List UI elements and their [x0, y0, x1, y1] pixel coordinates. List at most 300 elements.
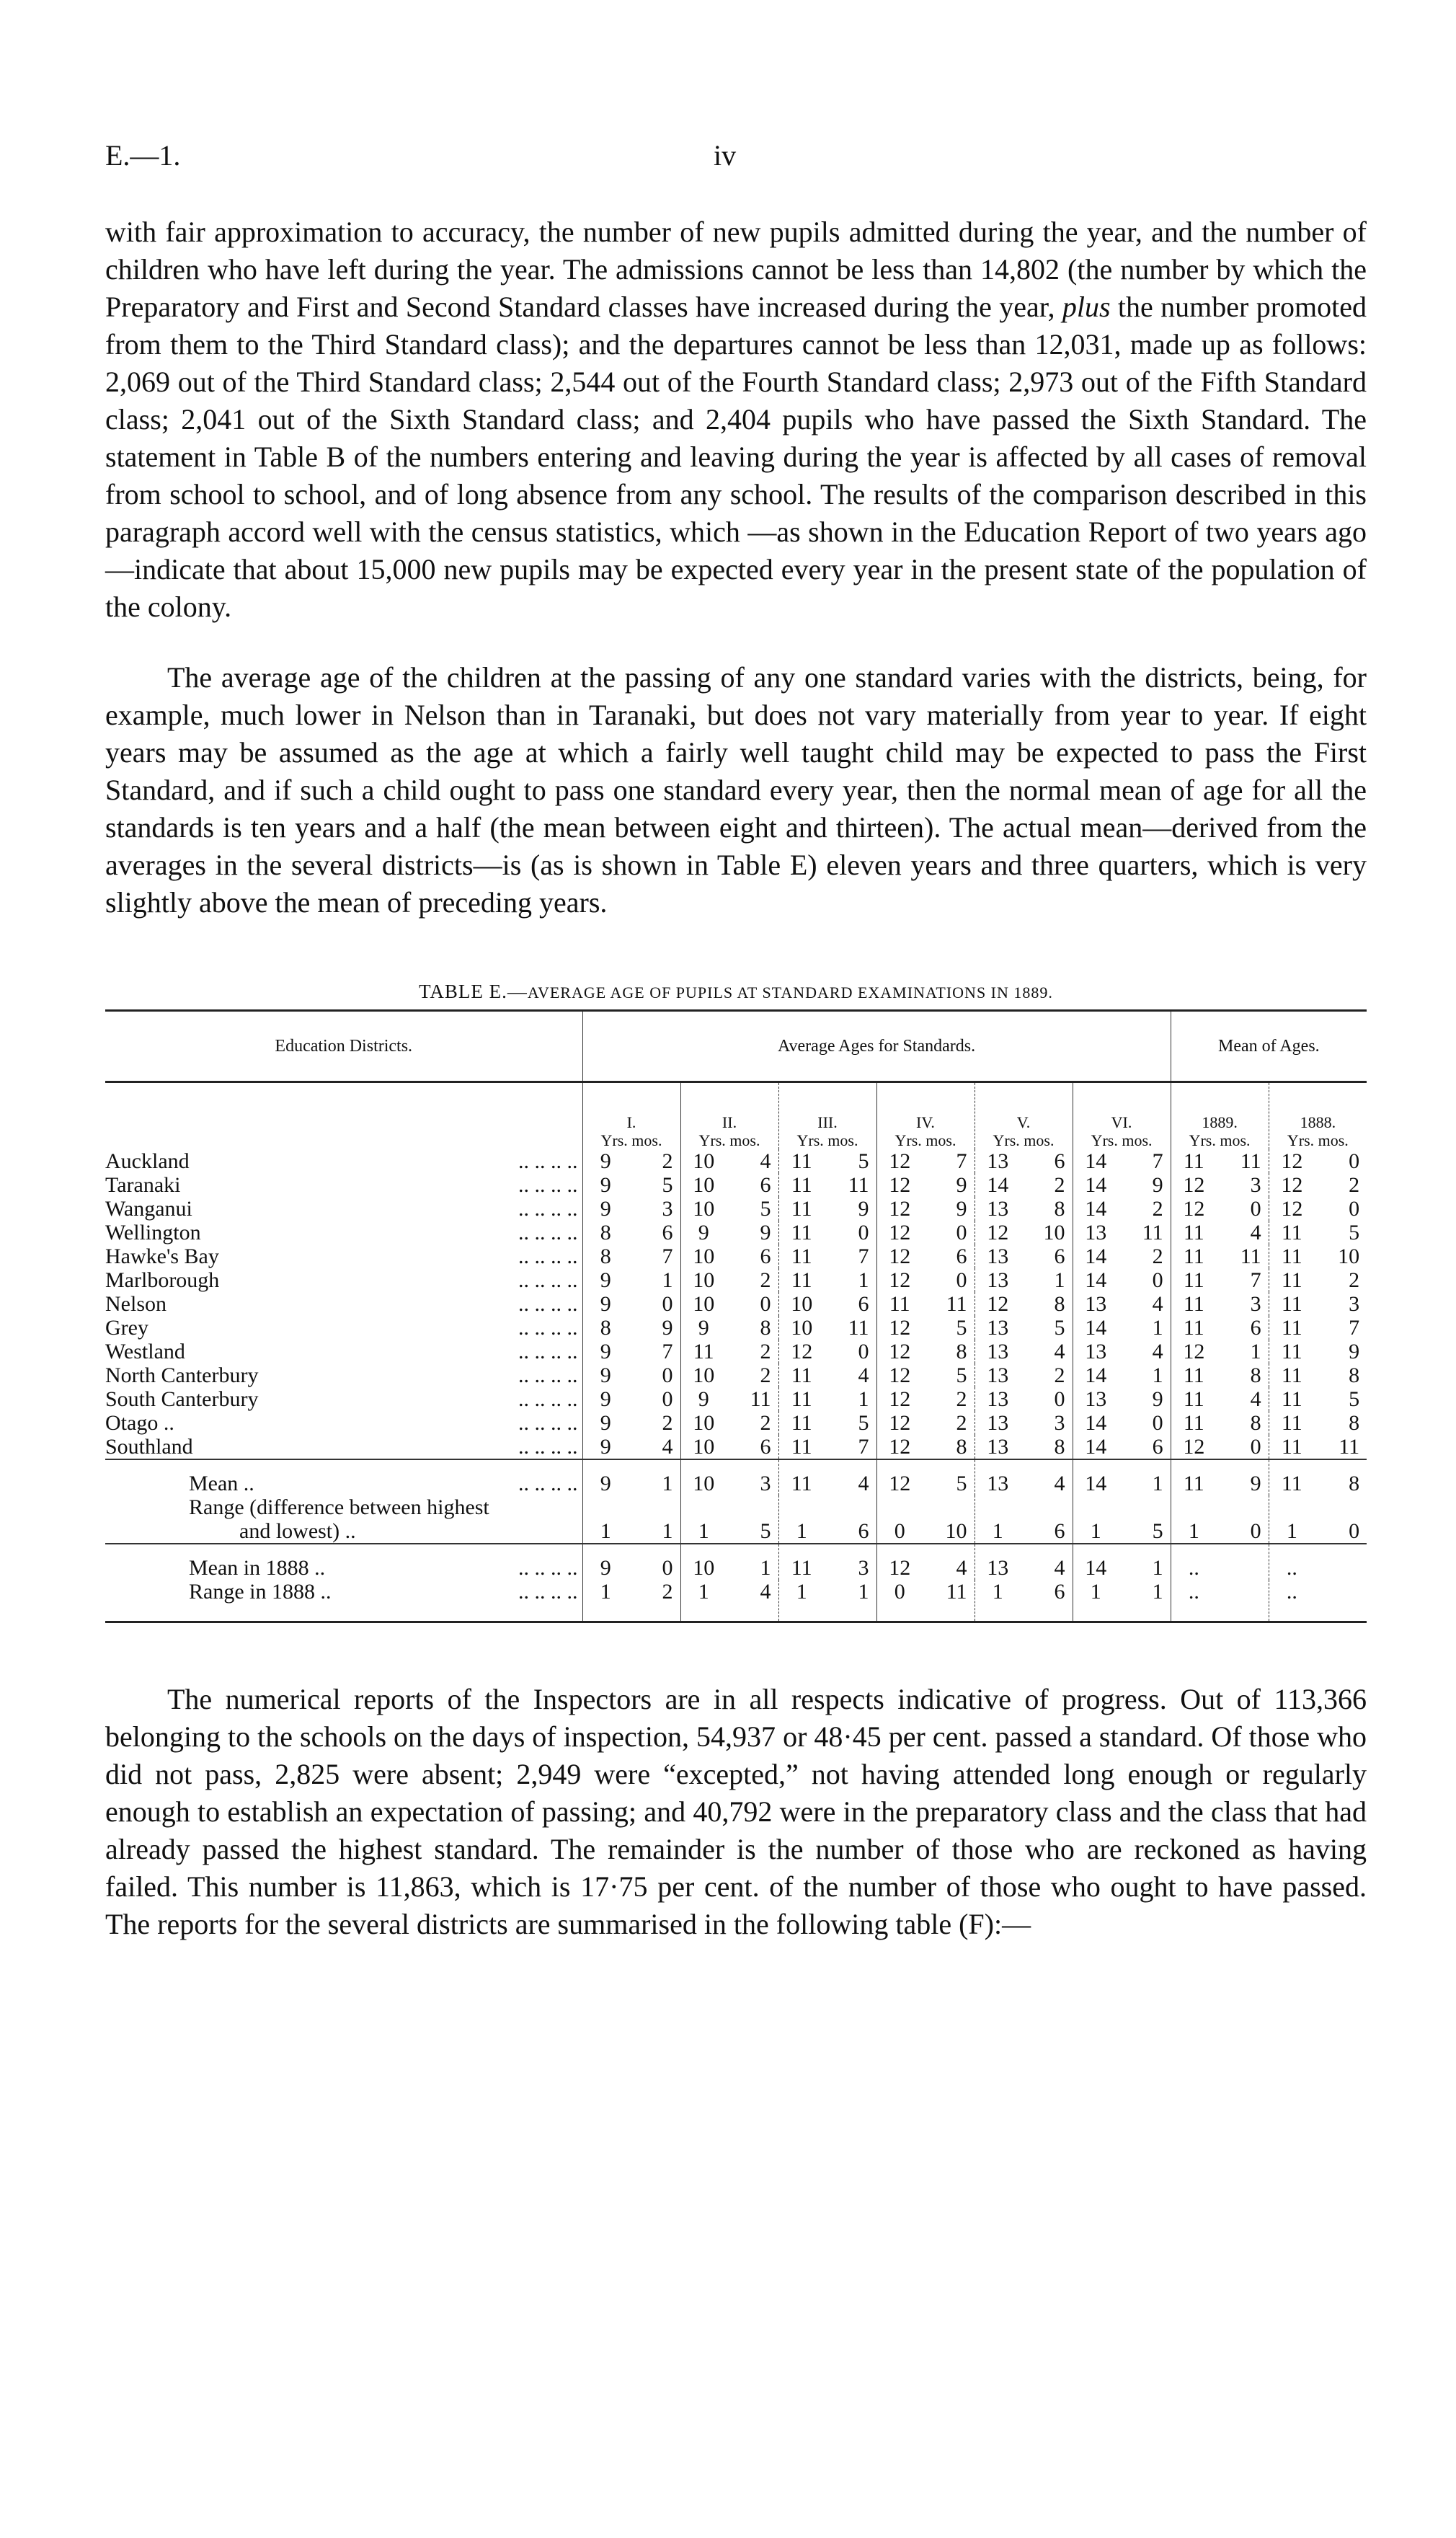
column-header-1 [582, 1082, 680, 1150]
months-cell: 5 [1152, 1519, 1163, 1543]
column-label: VI. [1111, 1113, 1132, 1131]
blank-header [105, 1082, 582, 1150]
years-cell: 13 [975, 1459, 1024, 1495]
header-standards: Average Ages for Standards. [582, 1011, 1171, 1082]
months-cell: 4 [1250, 1387, 1261, 1411]
years-cell: 11 [1171, 1316, 1220, 1340]
years-cell: 11 [680, 1340, 729, 1363]
months-cell: 9 [858, 1197, 869, 1221]
months-cell: 7 [662, 1340, 673, 1363]
months-cell: 2 [1054, 1363, 1065, 1387]
months-cell: 0 [1349, 1197, 1360, 1221]
column-label: III. [817, 1113, 838, 1131]
leader-dots: .. .. .. .. [518, 1244, 578, 1268]
years-cell: 11 [778, 1268, 827, 1292]
column-label: II. [722, 1113, 737, 1131]
months-cell: 8 [956, 1340, 967, 1363]
years-cell: 11 [1171, 1387, 1220, 1411]
district-name [105, 1292, 582, 1316]
years-cell: 8 [582, 1221, 631, 1244]
months-cell: 7 [1349, 1316, 1360, 1340]
months-cell: 3 [662, 1197, 673, 1221]
months-cell: 6 [1054, 1149, 1065, 1173]
years-cell: 11 [1269, 1268, 1318, 1292]
years-cell: 13 [975, 1316, 1024, 1340]
years-cell: 12 [1171, 1197, 1220, 1221]
column-header-2 [680, 1082, 778, 1150]
months-cell: 10 [1043, 1221, 1065, 1244]
months-cell: 11 [1339, 1435, 1360, 1459]
table-title-label: TABLE E.— [419, 981, 528, 1002]
months-cell: 0 [631, 1544, 680, 1580]
years-cell: 12 [975, 1221, 1024, 1244]
months-cell: 5 [925, 1459, 975, 1495]
months-cell: 6 [662, 1221, 673, 1244]
months-cell: 6 [760, 1435, 771, 1459]
months-cell: 8 [760, 1316, 771, 1340]
months-cell: 8 [1349, 1363, 1360, 1387]
months-cell: 5 [1054, 1316, 1065, 1340]
years-cell: .. [1171, 1580, 1220, 1622]
months-cell [1220, 1544, 1269, 1580]
months-cell [1220, 1580, 1269, 1622]
months-cell: 11 [946, 1292, 967, 1316]
leader-dots: .. .. .. .. [518, 1363, 578, 1387]
district-name [105, 1244, 582, 1268]
row-label: Mean .. [189, 1472, 254, 1495]
years-cell: .. [1269, 1544, 1318, 1580]
emphasis-text: plus [1062, 291, 1111, 323]
years-cell: 1 [680, 1495, 729, 1544]
district-name [105, 1173, 582, 1197]
months-cell: 3 [729, 1459, 778, 1495]
months-cell: 6 [1024, 1580, 1073, 1622]
months-cell: 8 [1054, 1292, 1065, 1316]
months-cell: 0 [1152, 1411, 1163, 1435]
months-cell: 5 [760, 1519, 771, 1543]
months-cell: 0 [858, 1221, 869, 1244]
months-cell: 3 [1054, 1411, 1065, 1435]
years-cell: 11 [778, 1173, 827, 1197]
years-cell: 12 [876, 1244, 925, 1268]
years-cell: .. [1171, 1544, 1220, 1580]
years-cell: 14 [975, 1173, 1024, 1197]
column-header-7 [1171, 1082, 1269, 1150]
years-cell: 11 [1171, 1411, 1220, 1435]
months-cell: 4 [1024, 1544, 1073, 1580]
months-cell: 2 [1152, 1197, 1163, 1221]
months-cell: 4 [858, 1363, 869, 1387]
years-cell: 12 [1269, 1197, 1318, 1221]
header-mean-of-ages: Mean of Ages. [1171, 1011, 1367, 1082]
table-row [105, 1244, 1367, 1268]
table-row [105, 1411, 1367, 1435]
months-cell: 0 [1349, 1149, 1360, 1173]
row-label: Hawke's Bay [105, 1244, 219, 1268]
months-cell: 2 [1349, 1173, 1360, 1197]
years-cell: 11 [1269, 1221, 1318, 1244]
months-cell: 1 [858, 1387, 869, 1411]
years-cell: 9 [582, 1387, 631, 1411]
months-cell: 10 [945, 1519, 967, 1543]
years-cell: 1 [778, 1580, 827, 1622]
months-cell: 0 [956, 1268, 967, 1292]
column-label: V. [1016, 1113, 1031, 1131]
district-name [105, 1197, 582, 1221]
months-cell: 1 [1122, 1544, 1171, 1580]
months-cell: 4 [925, 1544, 975, 1580]
years-cell: 11 [1171, 1244, 1220, 1268]
months-cell: 4 [827, 1459, 876, 1495]
table-row [105, 1221, 1367, 1244]
months-cell: 6 [1152, 1435, 1163, 1459]
months-cell: 2 [956, 1411, 967, 1435]
months-cell: 7 [662, 1244, 673, 1268]
leader-dots: .. .. .. .. [518, 1316, 578, 1340]
months-cell: 9 [662, 1316, 673, 1340]
district-name [105, 1495, 582, 1544]
leader-dots: .. .. .. .. [518, 1435, 578, 1459]
months-cell [1318, 1580, 1367, 1622]
years-cell: 9 [582, 1197, 631, 1221]
header-districts: Education Districts. [105, 1011, 582, 1082]
years-cell: 10 [680, 1544, 729, 1580]
months-cell: 2 [1054, 1173, 1065, 1197]
years-cell: 13 [975, 1149, 1024, 1173]
years-cell: 12 [1171, 1340, 1220, 1363]
months-cell: 9 [760, 1221, 771, 1244]
years-cell: 14 [1073, 1363, 1122, 1387]
column-label: I. [626, 1113, 636, 1131]
district-name [105, 1411, 582, 1435]
months-cell: 2 [662, 1411, 673, 1435]
months-cell: 4 [1152, 1292, 1163, 1316]
row-label: Taranaki [105, 1173, 181, 1197]
years-cell: 14 [1073, 1411, 1122, 1435]
years-cell: 12 [876, 1221, 925, 1244]
months-cell: 8 [1054, 1435, 1065, 1459]
months-cell: 4 [1024, 1459, 1073, 1495]
years-cell: 10 [680, 1173, 729, 1197]
years-cell: 9 [582, 1411, 631, 1435]
years-cell: 10 [680, 1363, 729, 1387]
months-cell: 1 [631, 1459, 680, 1495]
column-unit: Yrs. mos. [1091, 1131, 1153, 1149]
months-cell: 2 [956, 1387, 967, 1411]
table-row [105, 1268, 1367, 1292]
months-cell: 2 [760, 1340, 771, 1363]
years-cell: 14 [1073, 1197, 1122, 1221]
district-name [105, 1363, 582, 1387]
years-cell: 1 [975, 1580, 1024, 1622]
years-cell: .. [1269, 1580, 1318, 1622]
years-cell: 11 [778, 1244, 827, 1268]
years-cell: 12 [876, 1197, 925, 1221]
years-cell: 9 [680, 1316, 729, 1340]
years-cell: 12 [1171, 1435, 1220, 1459]
years-cell: 10 [680, 1459, 729, 1495]
months-cell: 1 [729, 1544, 778, 1580]
months-cell: 9 [1152, 1173, 1163, 1197]
column-unit: Yrs. mos. [600, 1131, 662, 1149]
months-cell: 5 [662, 1173, 673, 1197]
leader-dots: .. .. .. .. [518, 1387, 578, 1411]
table-title [105, 979, 1367, 1005]
table-row [105, 1435, 1367, 1459]
column-header-3 [778, 1082, 876, 1150]
months-cell: 0 [1349, 1519, 1360, 1543]
months-cell: 1 [1152, 1316, 1163, 1340]
years-cell: 11 [1171, 1363, 1220, 1387]
months-cell: 5 [1349, 1387, 1360, 1411]
months-cell: 1 [1152, 1363, 1163, 1387]
years-cell: 10 [680, 1268, 729, 1292]
years-cell: 13 [975, 1544, 1024, 1580]
months-cell: 8 [1054, 1197, 1065, 1221]
average-age-table [105, 1009, 1367, 1623]
column-unit: Yrs. mos. [698, 1131, 760, 1149]
row-label: Southland [105, 1435, 193, 1459]
row-label: Otago .. [105, 1411, 174, 1435]
leader-dots: .. .. .. .. [518, 1292, 578, 1316]
years-cell: 11 [778, 1197, 827, 1221]
table-row [105, 1173, 1367, 1197]
months-cell: 6 [956, 1244, 967, 1268]
years-cell: 9 [680, 1387, 729, 1411]
years-cell: 10 [680, 1411, 729, 1435]
months-cell: 0 [956, 1221, 967, 1244]
table-title-text: AVERAGE AGE OF PUPILS AT STANDARD EXAMINATIONS IN 1889. [527, 983, 1053, 1002]
months-cell: 0 [760, 1292, 771, 1316]
years-cell: 10 [680, 1244, 729, 1268]
months-cell: 2 [760, 1363, 771, 1387]
months-cell: 2 [1152, 1244, 1163, 1268]
years-cell: 9 [582, 1544, 631, 1580]
months-cell: 0 [662, 1387, 673, 1411]
months-cell: 0 [1152, 1268, 1163, 1292]
years-cell: 1 [778, 1495, 827, 1544]
years-cell: 13 [1073, 1221, 1122, 1244]
leader-dots: .. .. .. .. [518, 1173, 578, 1197]
months-cell: 5 [760, 1197, 771, 1221]
leader-dots: .. .. .. .. [518, 1149, 578, 1173]
years-cell: 9 [582, 1340, 631, 1363]
years-cell: 1 [680, 1580, 729, 1622]
years-cell: 12 [876, 1411, 925, 1435]
years-cell: 11 [1171, 1149, 1220, 1173]
months-cell: 6 [1250, 1316, 1261, 1340]
years-cell: 9 [582, 1173, 631, 1197]
months-cell: 1 [858, 1268, 869, 1292]
months-cell: 3 [827, 1544, 876, 1580]
years-cell: 13 [975, 1363, 1024, 1387]
district-name [105, 1316, 582, 1340]
months-cell [1318, 1544, 1367, 1580]
months-cell: 1 [662, 1519, 673, 1543]
table-row [105, 1149, 1367, 1173]
months-cell: 1 [662, 1268, 673, 1292]
months-cell: 2 [1349, 1268, 1360, 1292]
months-cell: 4 [760, 1149, 771, 1173]
column-label: 1889. [1202, 1113, 1238, 1131]
row-label-continued: and lowest) .. [239, 1519, 356, 1543]
column-unit: Yrs. mos. [1189, 1131, 1251, 1149]
page-number: iv [714, 139, 737, 172]
years-cell: 12 [1269, 1149, 1318, 1173]
table-row [105, 1580, 1367, 1622]
months-cell: 11 [848, 1173, 869, 1197]
district-name [105, 1340, 582, 1363]
months-cell: 2 [760, 1268, 771, 1292]
table-row [105, 1363, 1367, 1387]
table-row [105, 1197, 1367, 1221]
years-cell: 12 [876, 1544, 925, 1580]
column-unit: Yrs. mos. [1287, 1131, 1349, 1149]
months-cell: 5 [1349, 1221, 1360, 1244]
district-name [105, 1221, 582, 1244]
months-cell: 0 [1054, 1387, 1065, 1411]
years-cell: 13 [975, 1435, 1024, 1459]
months-cell: 5 [956, 1363, 967, 1387]
years-cell: 9 [582, 1459, 631, 1495]
months-cell: 8 [1349, 1411, 1360, 1435]
document-reference: E.—1. [105, 139, 181, 172]
years-cell: 12 [876, 1316, 925, 1340]
months-cell: 9 [956, 1197, 967, 1221]
years-cell: 13 [1073, 1340, 1122, 1363]
months-cell: 7 [858, 1435, 869, 1459]
months-cell: 6 [1054, 1519, 1065, 1543]
years-cell: 14 [1073, 1435, 1122, 1459]
years-cell: 13 [975, 1411, 1024, 1435]
years-cell: 8 [582, 1244, 631, 1268]
column-label: IV. [916, 1113, 935, 1131]
years-cell: 11 [1269, 1459, 1318, 1495]
years-cell: 13 [1073, 1387, 1122, 1411]
months-cell: 11 [750, 1387, 771, 1411]
years-cell: 11 [1269, 1244, 1318, 1268]
months-cell: 7 [956, 1149, 967, 1173]
row-label: Range in 1888 .. [189, 1580, 332, 1604]
months-cell: 11 [925, 1580, 975, 1622]
months-cell: 2 [760, 1411, 771, 1435]
row-label: Marlborough [105, 1268, 220, 1292]
table-row [105, 1316, 1367, 1340]
column-header-6 [1073, 1082, 1171, 1150]
years-cell: 11 [1269, 1363, 1318, 1387]
months-cell: 6 [858, 1292, 869, 1316]
years-cell: 0 [876, 1580, 925, 1622]
months-cell: 8 [1250, 1411, 1261, 1435]
years-cell: 12 [1269, 1173, 1318, 1197]
table-row [105, 1292, 1367, 1316]
years-cell: 10 [680, 1435, 729, 1459]
years-cell: 11 [1269, 1340, 1318, 1363]
row-label: Range (difference between highest [189, 1495, 489, 1519]
row-label: Grey [105, 1316, 148, 1340]
months-cell: 0 [1250, 1197, 1261, 1221]
months-cell: 4 [729, 1580, 778, 1622]
years-cell: 12 [876, 1363, 925, 1387]
years-cell: 11 [778, 1435, 827, 1459]
years-cell: 10 [680, 1197, 729, 1221]
months-cell: 10 [1338, 1244, 1360, 1268]
paragraph-inspectors-reports [105, 1681, 1367, 1943]
years-cell: 14 [1073, 1268, 1122, 1292]
years-cell: 11 [778, 1149, 827, 1173]
months-cell: 5 [858, 1411, 869, 1435]
months-cell: 11 [848, 1316, 869, 1340]
months-cell: 6 [1054, 1244, 1065, 1268]
leader-dots: .. .. .. .. [518, 1221, 578, 1244]
district-name [105, 1459, 582, 1495]
months-cell: 9 [1349, 1340, 1360, 1363]
years-cell: 11 [1171, 1268, 1220, 1292]
years-cell: 10 [778, 1316, 827, 1340]
years-cell: 12 [876, 1268, 925, 1292]
months-cell: 6 [760, 1173, 771, 1197]
column-header-4 [876, 1082, 975, 1150]
column-unit: Yrs. mos. [895, 1131, 956, 1149]
years-cell: 12 [876, 1459, 925, 1495]
leader-dots: .. .. .. .. [518, 1556, 578, 1580]
years-cell: 13 [1073, 1292, 1122, 1316]
row-label: Auckland [105, 1149, 190, 1173]
months-cell: 4 [662, 1435, 673, 1459]
district-name [105, 1435, 582, 1459]
paragraph-text: the number promoted from them to the Third Standard class); and the departures cannot be less than 12,031, made up as follows: 2,069 out of the Third Standard class; 2,544 out of the Fourth Standard class; 2,973 out of the Fifth Standard class; 2,041 out of the Sixth Standard class; and 2,404 pupils who have passed the Sixth Standard. The statement in Table B of the numbers entering and leaving during the year is affected by all cases of removal from school to school, and of long absence from any school. The results of the comparison described in this paragraph accord well with the census statistics, which —as shown in the Education Report of two years ago—indicate that about 15,000 new pupils may be expected every year in the present state of the population of the colony. [105, 291, 1367, 623]
column-header-8 [1269, 1082, 1367, 1150]
column-header-5 [975, 1082, 1073, 1150]
paragraph-text: The numerical reports of the Inspectors are in all respects indicative of progress. Out of 113,366 belonging to the schools on the days of inspection, 54,937 or 48·45 per cent. passed a standard. Of those who did not pass, 2,825 were absent; 2,949 were “excepted,” not having attended long enough or regularly enough to establish an expectation of passing; and 40,792 were in the preparatory class and the class that had already passed the highest standard. The remainder is the number of those who are reckoned as having failed. This number is 11,863, which is 17·75 per cent. of the number of those who ought to have passed. The reports for the several districts are summarised in the following table (F):— [105, 1683, 1367, 1940]
years-cell: 12 [1171, 1173, 1220, 1197]
months-cell: 1 [1250, 1340, 1261, 1363]
months-cell: 0 [662, 1292, 673, 1316]
months-cell: 4 [1250, 1221, 1261, 1244]
years-cell: 1 [582, 1580, 631, 1622]
years-cell: 1 [1073, 1495, 1122, 1544]
years-cell: 11 [1171, 1221, 1220, 1244]
paragraph-text: with fair approximation to accuracy, the number of new pupils admitted during the year, and the number of children who have left during the year. The admissions cannot be less than 14,802 (the number by which the Preparatory and First and Second Standard classes have increased during the year, [105, 216, 1367, 323]
years-cell: 11 [1269, 1411, 1318, 1435]
row-label: Westland [105, 1340, 185, 1363]
column-unit: Yrs. mos. [993, 1131, 1055, 1149]
years-cell: 11 [778, 1387, 827, 1411]
row-label: Mean in 1888 .. [189, 1556, 326, 1580]
months-cell: 7 [858, 1244, 869, 1268]
years-cell: 14 [1073, 1544, 1122, 1580]
years-cell: 11 [1171, 1459, 1220, 1495]
years-cell: 13 [975, 1387, 1024, 1411]
leader-dots: .. .. .. .. [518, 1197, 578, 1221]
months-cell: 7 [1250, 1268, 1261, 1292]
years-cell: 13 [975, 1244, 1024, 1268]
leader-dots: .. .. .. .. [518, 1472, 578, 1495]
years-cell: 14 [1073, 1316, 1122, 1340]
months-cell: 9 [1152, 1387, 1163, 1411]
years-cell: 1 [1171, 1495, 1220, 1544]
years-cell: 9 [680, 1221, 729, 1244]
district-name [105, 1387, 582, 1411]
years-cell: 10 [680, 1149, 729, 1173]
years-cell: 12 [876, 1340, 925, 1363]
months-cell: 4 [1152, 1340, 1163, 1363]
months-cell: 8 [1318, 1459, 1367, 1495]
years-cell: 11 [778, 1363, 827, 1387]
years-cell: 9 [582, 1292, 631, 1316]
years-cell: 13 [975, 1268, 1024, 1292]
months-cell: 0 [1250, 1435, 1261, 1459]
